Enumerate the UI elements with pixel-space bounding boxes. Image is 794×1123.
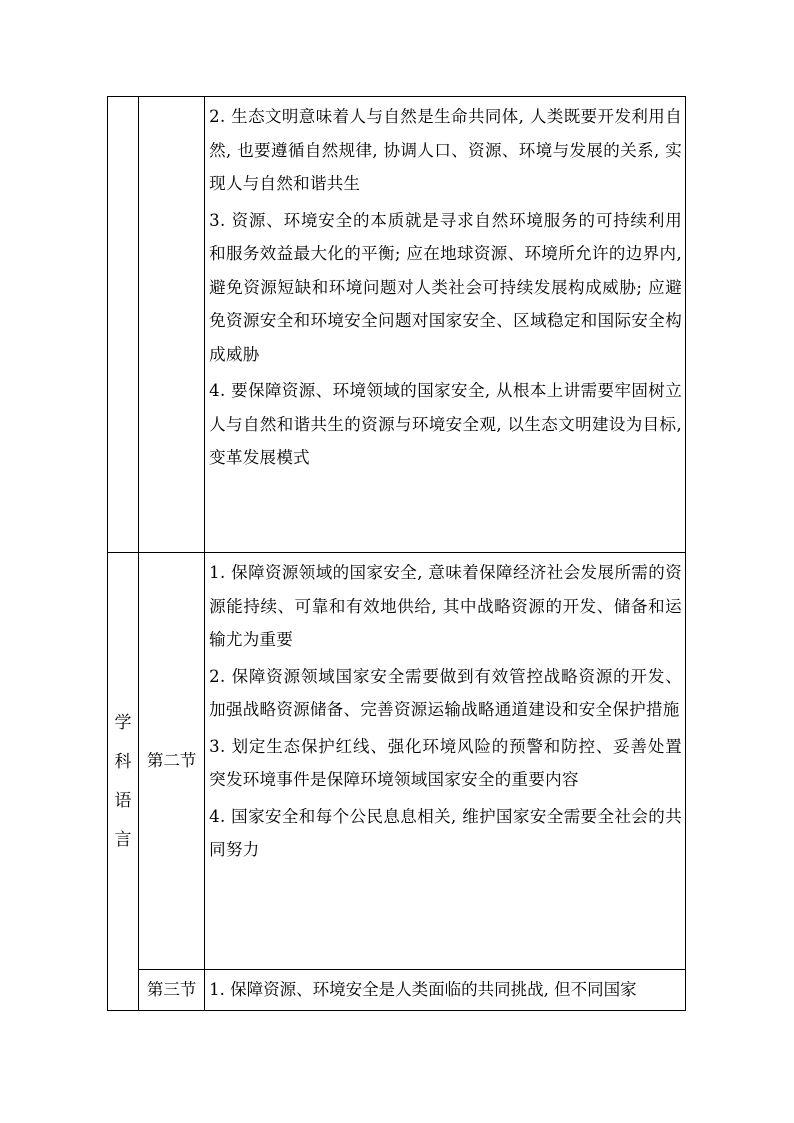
table-row (108, 97, 686, 553)
category-cell-empty (108, 97, 139, 553)
section-cell (139, 553, 205, 970)
list-item: 4. 要保障资源、环境领域的国家安全, 从根本上讲需要牢固树立人与自然和谐共生的资源与环境安全观, 以生态文明建设为目标, 变革发展模式 (209, 381, 682, 467)
list-item: 3. 划定生态保护红线、强化环境风险的预警和防控、妥善处置突发环境事件是保障环境领域国家安全的重要内容 (209, 736, 682, 789)
category-cell (108, 553, 139, 1011)
table-row (108, 553, 686, 970)
section-cell-empty (139, 97, 205, 553)
list-item: 2. 保障资源领域国家安全需要做到有效管控战略资源的开发、加强战略资源储备、完善资源运输战略通道建设和安全保护措施 (209, 666, 682, 719)
section-label: 第三节 (146, 980, 197, 999)
list-item: 3. 资源、环境安全的本质就是寻求自然环境服务的可持续利用和服务效益最大化的平衡; 应在地球资源、环境所允许的边界内, 避免资源短缺和环境问题对人类社会可持续发展构成威胁; 应避免资源安全和环境安全问题对国家安全、区域稳定和国际安全构成威胁 (209, 210, 682, 364)
category-label: 学科语言 (114, 712, 132, 850)
section-label: 第二节 (146, 751, 197, 770)
list-item: 1. 保障资源领域的国家安全, 意味着保障经济社会发展所需的资源能持续、可靠和有效地供给, 其中战略资源的开发、储备和运输尤为重要 (209, 563, 682, 649)
content-table (107, 96, 686, 1011)
content-cell (205, 97, 686, 553)
table-row (108, 970, 686, 1011)
list-item: 1. 保障资源、环境安全是人类面临的共同挑战, 但不同国家 (209, 980, 637, 999)
list-item: 4. 国家安全和每个公民息息相关, 维护国家安全需要全社会的共同努力 (209, 806, 682, 859)
list-item: 2. 生态文明意味着人与自然是生命共同体, 人类既要开发利用自然, 也要遵循自然规律, 协调人口、资源、环境与发展的关系, 实现人与自然和谐共生 (209, 107, 682, 193)
section-cell (139, 970, 205, 1011)
content-cell (205, 553, 686, 970)
content-cell (205, 970, 686, 1011)
